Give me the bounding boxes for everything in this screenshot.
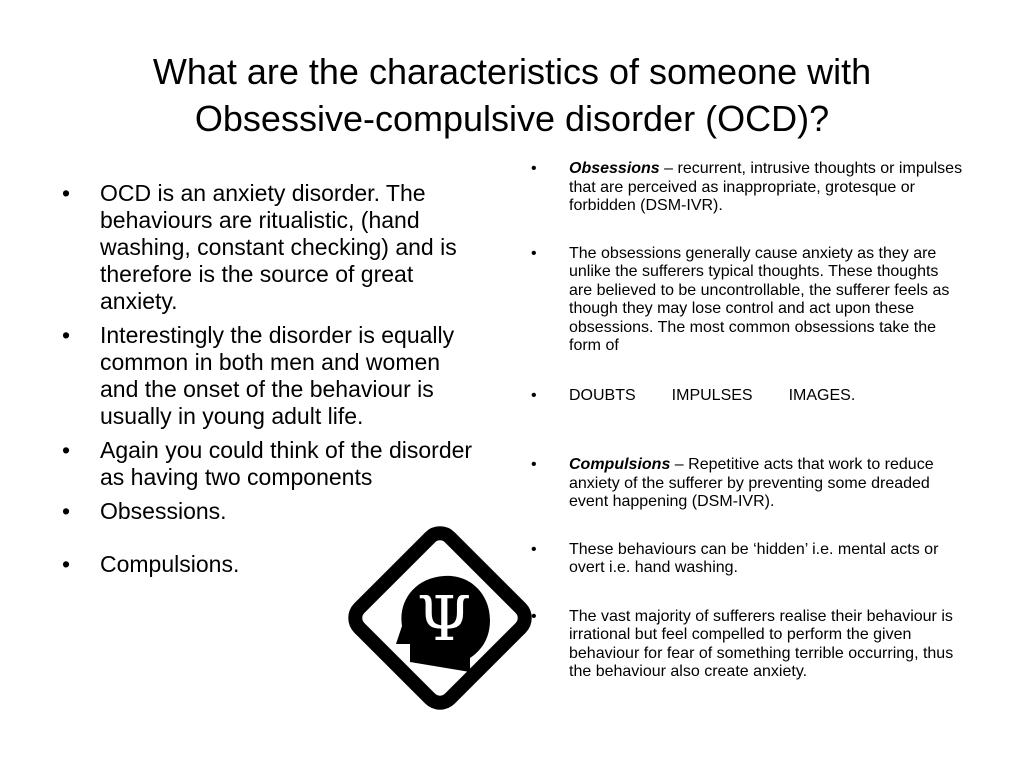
- left-bullet-item: [62, 437, 482, 491]
- obsessions-detail-item: [531, 245, 963, 356]
- realisation-item: [531, 608, 963, 682]
- left-bullet-item: [62, 322, 482, 430]
- slide-title: [40, 48, 984, 142]
- obsessions-definition: – recurrent, intrusive thoughts or impulses that are perceived as inappropriate, grotesque or forbidden (DSM-IVR).: [569, 160, 963, 214]
- hidden-behaviours-item: [531, 541, 963, 578]
- form-images: IMAGES.: [788, 386, 856, 404]
- realisation-text: The vast majority of sufferers realise their behaviour is irrational but feel compelled to perform the given behaviour for fear of something terrible occurring, thus the behaviour also create anxiety.: [569, 607, 954, 680]
- compulsions-definition: – Repetitive acts that work to reduce anxiety of the sufferer by preventing some dreaded event happening (DSM-IVR).: [569, 456, 934, 510]
- slide-title-line-1: What are the characteristics of someone with: [152, 51, 872, 92]
- obsessions-term: Obsessions: [569, 160, 660, 177]
- bullet-icon: •: [531, 607, 537, 625]
- left-bullet-item: [62, 498, 482, 525]
- left-bullet-text: Obsessions.: [100, 498, 227, 524]
- left-bullet-text: Again you could think of the disorder as having two components: [100, 437, 473, 490]
- left-bullet-text: Compulsions.: [100, 551, 240, 577]
- compulsions-definition-item: [531, 456, 963, 512]
- obsessions-detail-text: The obsessions generally cause anxiety as they are unlike the sufferers typical thoughts. These thoughts are believed to be uncontrollable, the sufferer feels as though they may lose control and act upon these obsessions. The most common obsessions take the form of: [569, 244, 950, 354]
- bullet-icon: •: [531, 540, 537, 558]
- hidden-behaviours-text: These behaviours can be ‘hidden’ i.e. mental acts or overt i.e. hand washing.: [569, 540, 939, 576]
- right-bullet-list: [531, 160, 963, 682]
- compulsions-term: Compulsions: [569, 456, 671, 473]
- obsession-forms-item: [531, 387, 963, 406]
- psychology-head-icon: [344, 522, 536, 714]
- bullet-icon: •: [62, 180, 71, 206]
- slide-title-line-2: Obsessive-compulsive disorder (OCD)?: [194, 98, 830, 139]
- obsessions-definition-item: [531, 160, 963, 216]
- bullet-icon: •: [62, 322, 71, 348]
- bullet-icon: •: [62, 498, 71, 524]
- bullet-icon: •: [531, 386, 537, 404]
- left-bullet-item: [62, 180, 482, 315]
- left-bullet-text: Interestingly the disorder is equally common in both men and women and the onset of the behaviour is usually in young adult life.: [100, 322, 455, 429]
- psi-symbol: Ψ: [416, 582, 472, 655]
- bullet-icon: •: [531, 244, 537, 262]
- bullet-icon: •: [62, 437, 71, 463]
- form-doubts: DOUBTS: [569, 386, 636, 404]
- left-bullet-text: OCD is an anxiety disorder. The behaviours are ritualistic, (hand washing, constant checking) and is therefore is the source of great anxiety.: [100, 180, 457, 314]
- bullet-icon: •: [531, 456, 537, 473]
- bullet-icon: •: [62, 551, 71, 577]
- form-impulses: IMPULSES: [671, 386, 753, 404]
- bullet-icon: •: [531, 160, 537, 177]
